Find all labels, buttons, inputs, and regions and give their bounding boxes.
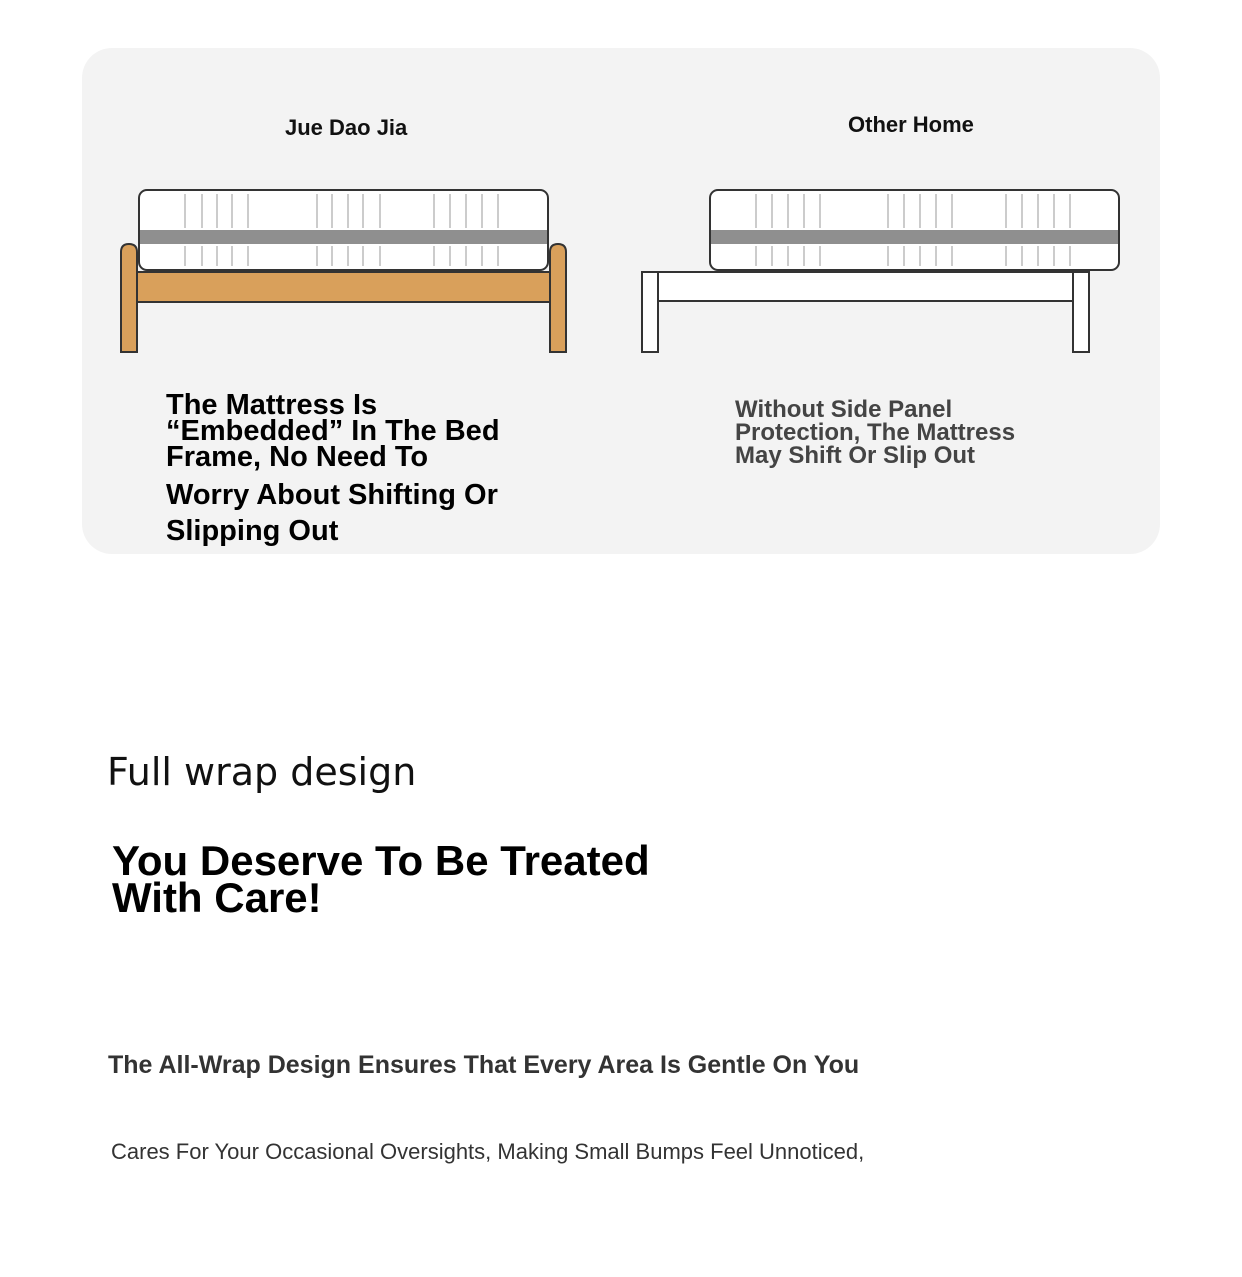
competitor-label: Other Home (848, 112, 974, 137)
section-headline: You Deserve To Be Treated With Care! (112, 837, 650, 921)
section-tagline: The All-Wrap Design Ensures That Every Area Is Gentle On You (108, 1051, 860, 1079)
unprotected-bed-illustration (632, 180, 1132, 360)
embedded-caption-line-b: Worry About Shifting Or Slipping Out (166, 479, 498, 547)
brand-label: Jue Dao Jia (285, 115, 408, 140)
mattress (139, 190, 548, 270)
embedded-caption (166, 389, 546, 549)
plain-frame (642, 272, 1089, 352)
embedded-caption-line-a: The Mattress Is “Embedded” In The Bed Frame, No Need To (166, 389, 500, 473)
unprotected-caption: Without Side Panel Protection, The Mattress May Shift Or Slip Out (735, 396, 1016, 469)
mattress (710, 190, 1119, 270)
section-subtitle: Full wrap design (107, 750, 417, 794)
section-description: Cares For Your Occasional Oversights, Making Small Bumps Feel Unnoticed, (111, 1139, 865, 1164)
embedded-bed-illustration (110, 180, 580, 360)
